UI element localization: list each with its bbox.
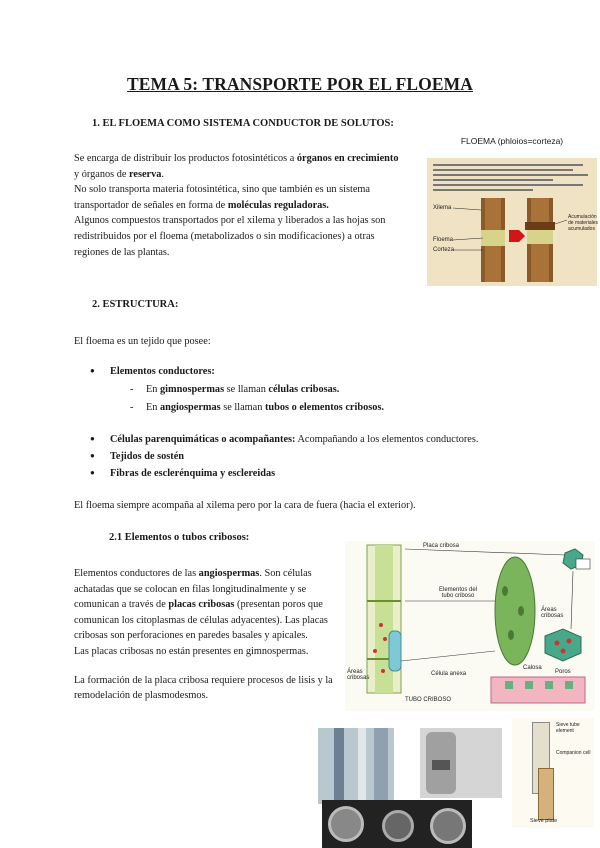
section-1-line: regiones de las plantas. — [74, 246, 170, 258]
label-calosa: Calosa — [523, 665, 542, 671]
label-elementos-tubo: Elementos del tubo criboso — [438, 587, 478, 599]
section-1-line: transportador de señales en forma de moléculas reguladoras. — [74, 199, 329, 211]
section-1-line: Algunos compuestos transportados por el xilema y liberados a las hojas son — [74, 215, 386, 227]
section-2-1-text: Elementos conductores de las angiospermas. Son células achatadas que se colocan en filas longitudinalmente y se comunican a través de placas cribosas (presentan poros que comunican los citoplasmas de células adyacentes). Las placas cribosas son perforaciones en paredes basales y apicales. Las placas cribosas no están presentes en gimnospermas. La formación de la placa cribosa requiere procesos de lisis y la remodelación de plasmodesmos. — [74, 568, 333, 702]
bullet-fibras: ● Fibras de esclerénquima y esclereidas — [110, 468, 275, 479]
floema-figure-title: FLOEMA (phloios=corteza) — [460, 136, 564, 146]
sieve-tube-drawing — [512, 718, 594, 828]
section-1-line: No solo transporta materia fotosintética, sino que también es un sistema — [74, 184, 370, 196]
label-sieve-tube-element: Sieve tube element — [556, 722, 580, 734]
label-placa-cribosa: Placa cribosa — [423, 543, 460, 549]
label-corteza: Corteza — [433, 247, 455, 253]
label-sieve-plate: Sieve plate — [530, 818, 558, 824]
label-acumulados: Acumulación de materiales acumulados — [568, 214, 599, 232]
section-2-heading: 2. ESTRUCTURA: — [92, 299, 179, 310]
section-1-line: y órganos de reserva. — [74, 168, 164, 180]
label-areas-cribosas-right: Áreas cribosas — [541, 607, 564, 619]
page-title: TEMA 5: TRANSPORTE POR EL FLOEMA — [127, 74, 473, 94]
label-floema: Floema — [433, 237, 454, 243]
section-1-line: Se encarga de distribuir los productos fotosintéticos a órganos en crecimiento — [74, 153, 399, 164]
bullet-celulas-parenquimaticas: ● Células parenquimáticas o acompañantes: Acompañando a los elementos conductores. — [110, 434, 478, 445]
label-xilema: Xilema — [433, 205, 452, 211]
section-2-closing: El floema siempre acompaña al xilema pero por la cara de fuera (hacia el exterior). — [74, 500, 416, 511]
micrograph-longitudinal — [318, 728, 394, 804]
label-celula-anexa: Célula anexa — [431, 671, 467, 677]
tubo-criboso-figure — [345, 541, 595, 711]
dash-gimnospermas: - En gimnospermas se llaman células cribosas. — [146, 384, 339, 395]
label-poros: Poros — [555, 669, 571, 675]
bullet-tejidos-sosten: ● Tejidos de sostén — [110, 451, 184, 462]
micrograph-cross-section — [322, 800, 472, 848]
floema-figure — [427, 136, 597, 286]
tubo-criboso-diagram — [345, 541, 595, 711]
bullet-elementos-conductores: ● Elementos conductores: — [110, 366, 215, 377]
section-2-intro: El floema es un tejido que posee: — [74, 336, 211, 347]
section-2-1-heading: 2.1 Elementos o tubos cribosos: — [109, 532, 250, 543]
section-1-heading: 1. EL FLOEMA COMO SISTEMA CONDUCTOR DE SOLUTOS: — [92, 118, 394, 129]
label-companion-cell: Companion cell — [556, 750, 591, 756]
section-1-text — [74, 151, 419, 260]
label-tubo-criboso: TUBO CRIBOSO — [405, 697, 452, 703]
section-1-line: redistribuidos por el floema (metabolizados o sin modificaciones) a otras — [74, 230, 375, 242]
micrograph-sieve-plate — [420, 728, 502, 798]
label-areas-cribosas-left: Áreas cribosas — [347, 669, 370, 681]
dash-angiospermas: - En angiospermas se llaman tubos o elementos cribosos. — [146, 402, 384, 413]
